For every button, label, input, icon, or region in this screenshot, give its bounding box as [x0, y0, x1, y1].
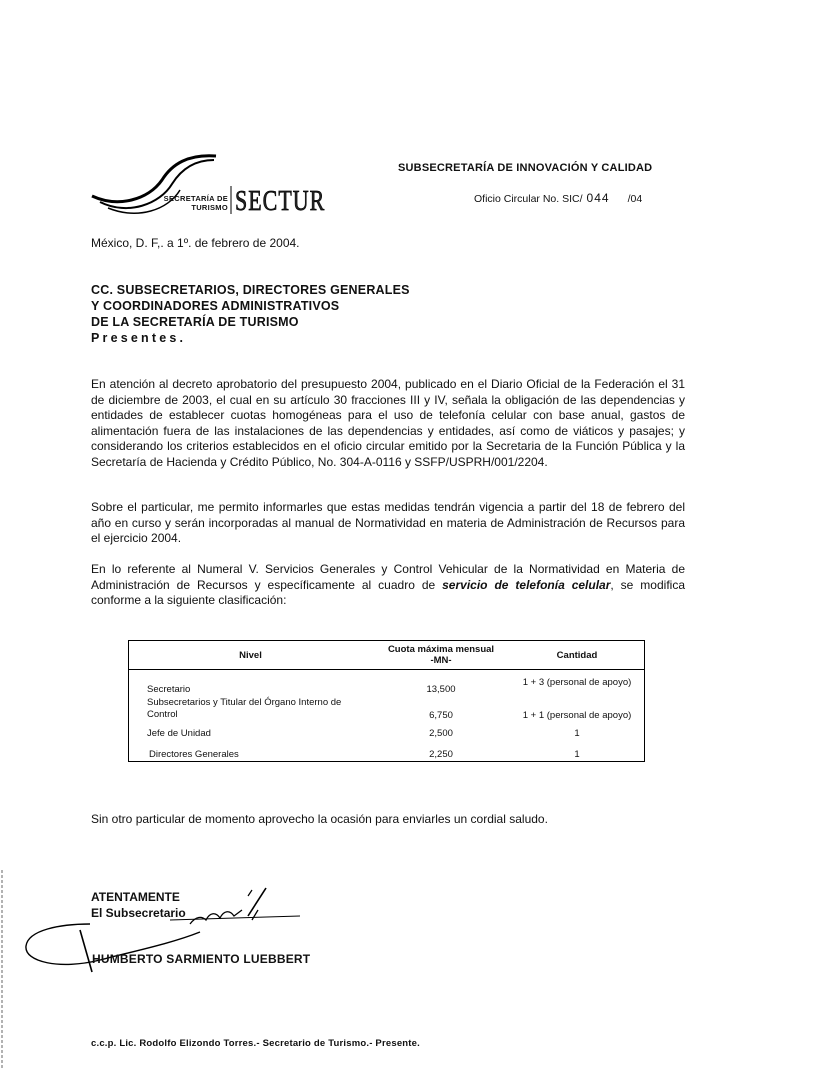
logo-line2: TURISMO: [191, 203, 228, 212]
header-cantidad: Cantidad: [510, 641, 645, 670]
table-row: [129, 722, 645, 740]
paragraph-1: En atención al decreto aprobatorio del presupuesto 2004, publicado en el Diario Oficial de la Federación el 31 de diciembre de 2003, el cual en su artículo 30 fracciones III y IV, señala la obligación de las dependencias y entidades de establecer cuotas homogéneas para el uso de telefonía celular con base anual, gastos de alimentación fuera de las instalaciones de las dependencias y entidades, así como de viáticos y pasajes; y considerando los criterios establecidos en el oficio circular emitido por la Secretaria de la Función Pública y la Secretaría de Hacienda y Crédito Público, No. 304-A-0116 y SSFP/USPRH/001/2204.: [91, 377, 685, 469]
oficio-prefix: Oficio Circular No. SIC/: [474, 193, 583, 205]
cell-cuota: 6,750: [429, 709, 453, 721]
cell-cantidad: 1 + 1 (personal de apoyo): [522, 709, 632, 721]
table-header-row: [129, 641, 645, 670]
cell-cuota: 2,250: [429, 749, 453, 760]
cell-nivel: Jefe de Unidad: [147, 727, 211, 739]
oficio-suffix: /04: [627, 193, 643, 205]
header-cuota-line2: -MN-: [430, 655, 452, 666]
logo-line1: SECRETARÍA DE: [163, 194, 228, 203]
cell-cantidad: 1: [574, 727, 580, 739]
table-row: [129, 740, 645, 762]
oficio-reference: [474, 191, 642, 205]
addressee-presentes: Presentes.: [91, 331, 187, 345]
logo-mark: SECTUR: [235, 184, 326, 217]
sectur-logo: [88, 150, 326, 222]
signer-title: El Subsecretario: [91, 906, 186, 920]
paragraph-2: Sobre el particular, me permito informarles que estas medidas tendrán vigencia a partir del 18 de febrero del año en curso y serán incorporadas al manual de Normatividad en materia de Administración de Recursos para el ejercicio 2004.: [91, 500, 685, 546]
addressee-line: CC. SUBSECRETARIOS, DIRECTORES GENERALES: [91, 283, 410, 297]
closing-line: Sin otro particular de momento aprovecho la ocasión para enviarles un cordial saludo.: [91, 812, 548, 826]
addressee-line: DE LA SECRETARÍA DE TURISMO: [91, 315, 299, 329]
cell-nivel: Directores Generales: [149, 749, 239, 760]
table-row: [129, 670, 645, 696]
addressee-block: [91, 282, 410, 346]
oficio-number: 044: [586, 191, 610, 205]
header-title: SUBSECRETARÍA DE INNOVACIÓN Y CALIDAD: [398, 162, 653, 174]
addressee-line: Y COORDINADORES ADMINISTRATIVOS: [91, 299, 340, 313]
cell-cuota: 13,500: [426, 683, 456, 695]
scan-edge-artifact: [0, 870, 4, 1070]
header-nivel: Nivel: [129, 641, 373, 670]
paragraph-3-text: En lo referente al Numeral V. Servicios Generales y Control Vehicular de la Normatividad en Materia de Administración de Recursos y específicamente al cuadro de: [91, 562, 685, 592]
cell-cuota: 2,500: [429, 727, 453, 739]
table-row: [129, 696, 645, 722]
paragraph-3-text-end: , se modifica conforme a la siguiente clasificación:: [91, 577, 685, 608]
paragraph-3-emphasis: servicio de telefonía celular: [442, 577, 611, 592]
cell-nivel: Subsecretarios y Titular del Órgano Interno de Control: [147, 696, 342, 720]
cell-cantidad: 1 + 3 (personal de apoyo): [522, 677, 632, 689]
carbon-copy-line: c.c.p. Lic. Rodolfo Elizondo Torres.- Secretario de Turismo.- Presente.: [91, 1038, 420, 1049]
document-date: México, D. F,. a 1º. de febrero de 2004.: [91, 236, 300, 250]
signer-name: HUMBERTO SARMIENTO LUEBBERT: [92, 952, 311, 966]
header-cuota: [372, 641, 510, 670]
paragraph-3: [91, 562, 685, 609]
atentamente-label: ATENTAMENTE: [91, 890, 180, 904]
signature-block: [91, 889, 186, 921]
cell-cantidad: 1: [574, 749, 580, 760]
cellphone-quota-table: [128, 640, 645, 762]
header-cuota-line1: Cuota máxima mensual: [387, 644, 495, 655]
cell-nivel: Secretario: [147, 683, 191, 695]
